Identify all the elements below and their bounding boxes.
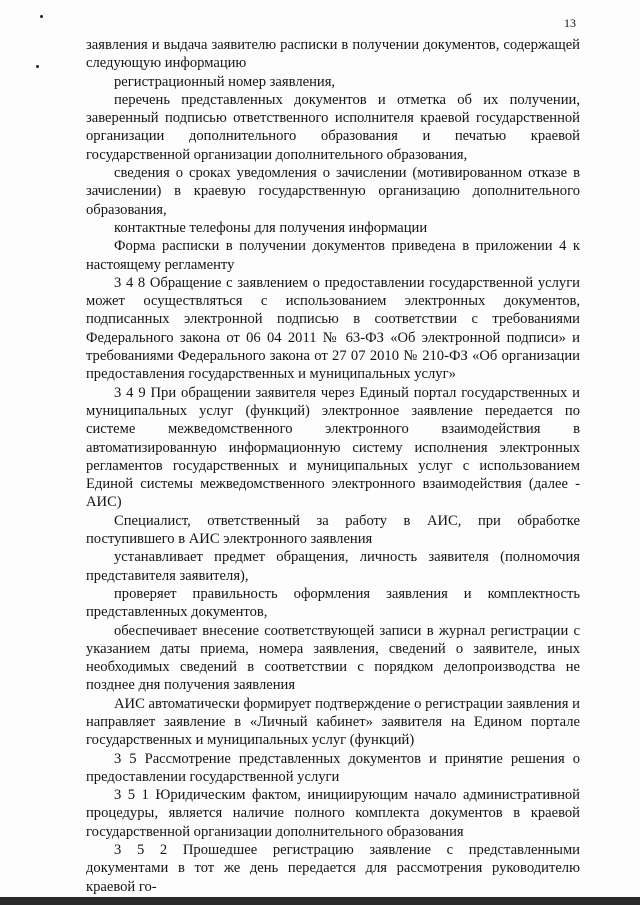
scan-dot bbox=[36, 65, 39, 68]
paragraph: заявления и выдача заявителю расписки в получении документов, содержащей следующую информацию bbox=[86, 37, 580, 72]
paragraph: Специалист, ответственный за работу в АИС, при обработке поступившего в АИС электронного заявления bbox=[86, 512, 580, 548]
paragraph: Форма расписки в получении документов приведена в приложении 4 к настоящему регламенту bbox=[86, 238, 580, 273]
paragraph: 3 5 2 Прошедшее регистрацию заявление с представленными документами в тот же день передается для рассмотрения руководителю краевой го- bbox=[86, 842, 580, 895]
paragraph: обеспечивает внесение соответствующей записи в журнал регистрации с указанием даты приема, номера заявления, сведений о заявителе, иных необходимых сведений в соответствии с порядком делопроизводства не позднее дня получения заявления bbox=[86, 622, 580, 694]
paragraph: 3 5 1 Юридическим фактом, инициирующим начало административной процедуры, является наличие полного комплекта документов в краевой государственной организации дополнительного образования bbox=[86, 787, 580, 840]
paragraph: 3 4 9 При обращении заявителя через Единый портал государственных и муниципальных услуг (функций) электронное заявление передается по системе межведомственного электронного взаимодействия в автоматизированную информационную систему исполнения электронных регламентов государственных и муниципальных услуг с использованием Единой системы межведомственного электронного взаимодействия (далее - АИС) bbox=[86, 384, 580, 511]
paragraph: 3 4 8 Обращение с заявлением о предоставлении государственной услуги может осуществляться с использованием электронных документов, подписанных электронной подписью в соответствии с требованиями Федерального закона от 06 04 2011 № 63-ФЗ «Об электронной подписи» и требованиями Федерального закона от 27 07 2010 № 210-ФЗ «Об организации предоставления государственных и муниципальных услуг» bbox=[86, 274, 580, 383]
paragraph: 3 5 Рассмотрение представленных документов и принятие решения о предоставлении государственной услуги bbox=[86, 750, 580, 785]
paragraph: устанавливает предмет обращения, личность заявителя (полномочия представителя заявителя), bbox=[86, 549, 580, 584]
paragraph: АИС автоматически формирует подтверждение о регистрации заявления и направляет заявление в «Личный кабинет» заявителя на Едином портале государственных и муниципальных услуг (функций) bbox=[86, 695, 580, 749]
scan-border bbox=[0, 897, 640, 905]
paragraph: перечень представленных документов и отметка об их получении, заверенный подписью ответственного исполнителя краевой государственной организации дополнительного образования и печатью краевой государственной организации дополнительного образования, bbox=[86, 91, 580, 163]
scan-dot bbox=[40, 15, 43, 18]
paragraph: сведения о сроках уведомления о зачислении (мотивированном отказе в зачислении) в краевую государственную организацию дополнительного образования, bbox=[86, 165, 580, 218]
paragraph: регистрационный номер заявления, bbox=[114, 73, 336, 90]
document-body bbox=[86, 36, 580, 896]
page-number: 13 bbox=[564, 16, 576, 30]
paragraph: проверяет правильность оформления заявления и комплектность представленных документов, bbox=[86, 585, 580, 621]
paragraph: контактные телефоны для получения информации bbox=[114, 219, 428, 236]
